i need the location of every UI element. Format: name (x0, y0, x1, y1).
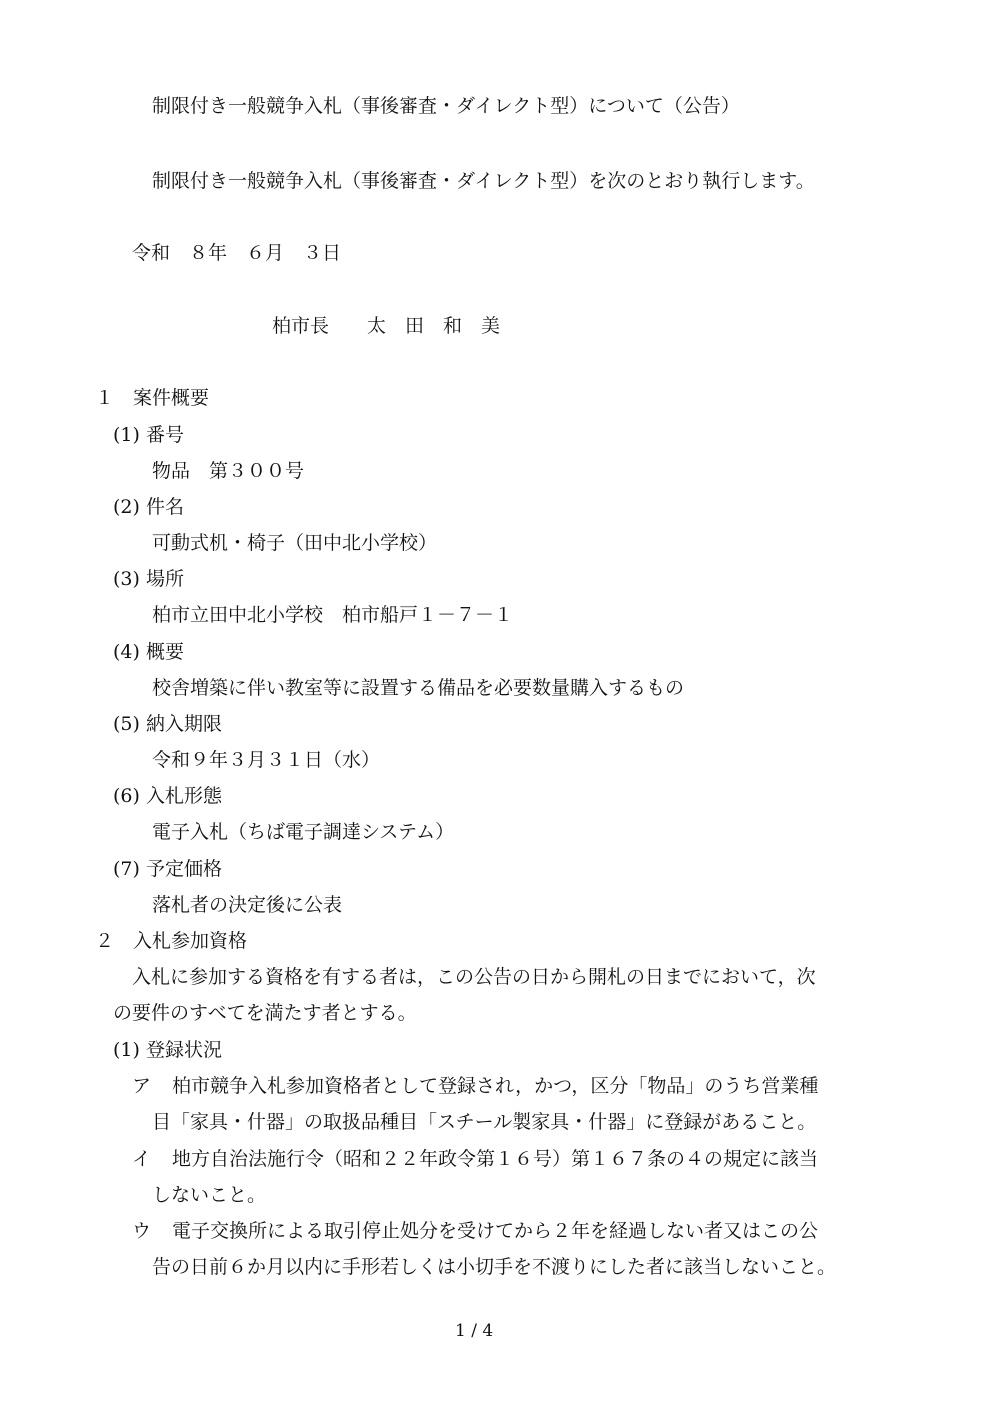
section-2-paragraph-line-2: の要件のすべてを満たす者とする。 (113, 1002, 417, 1024)
item-1-label: (1) 番号 (113, 424, 184, 446)
clause-u-marker: ウ (132, 1220, 152, 1242)
clause-u-line-2: 告の日前６か月以内に手形若しくは小切手を不渡りにした者に該当しないこと。 (152, 1256, 837, 1278)
sub-1-label: (1) 登録状況 (113, 1039, 222, 1061)
item-7-label: (7) 予定価格 (113, 858, 222, 880)
item-3-value: 柏市立田中北小学校 柏市船戸１－７－１ (152, 604, 514, 626)
notice-date: 令和 ８年 ６月 ３日 (132, 242, 342, 264)
item-1-value: 物品 第３００号 (152, 460, 305, 482)
item-6-value: 電子入札（ちば電子調達システム） (152, 821, 455, 843)
item-5-value: 令和９年３月３１日（水） (152, 749, 381, 771)
notice-title: 制限付き一般競争入札（事後審査・ダイレクト型）について（公告） (152, 95, 740, 117)
item-3-label: (3) 場所 (113, 568, 184, 590)
clause-i-marker: イ (132, 1148, 152, 1170)
item-5-label: (5) 納入期限 (113, 713, 222, 735)
item-4-value: 校舎増築に伴い教室等に設置する備品を必要数量購入するもの (152, 677, 685, 699)
item-6-label: (6) 入札形態 (113, 785, 222, 807)
section-2-paragraph-line-1: 入札に参加する資格を有する者は，この公告の日から開札の日までにおいて，次 (132, 966, 816, 988)
page-number: 1 / 4 (455, 1321, 494, 1341)
clause-u-line-1: 電子交換所による取引停止処分を受けてから２年を経過しない者又はこの公 (172, 1220, 819, 1242)
clause-a-marker: ア (132, 1075, 152, 1097)
intro-text: 制限付き一般競争入札（事後審査・ダイレクト型）を次のとおり執行します。 (152, 170, 815, 192)
item-7-value: 落札者の決定後に公表 (152, 894, 343, 916)
clause-i-line-1: 地方自治法施行令（昭和２２年政令第１６号）第１６７条の４の規定に該当 (172, 1148, 819, 1170)
section-2-heading: ２ 入札参加資格 (95, 930, 248, 952)
item-4-label: (4) 概要 (113, 641, 184, 663)
issuer-name: 柏市長 太 田 和 美 (272, 315, 501, 337)
clause-a-line-1: 柏市競争入札参加資格者として登録され，かつ，区分「物品」のうち営業種 (172, 1075, 819, 1097)
item-2-value: 可動式机・椅子（田中北小学校） (152, 532, 438, 554)
clause-a-line-2: 目「家具・什器」の取扱品種目「スチール製家具・什器」に登録があること。 (152, 1111, 817, 1133)
section-1-heading: １ 案件概要 (95, 387, 210, 409)
item-2-label: (2) 件名 (113, 496, 184, 518)
clause-i-line-2: しないこと。 (152, 1184, 267, 1206)
